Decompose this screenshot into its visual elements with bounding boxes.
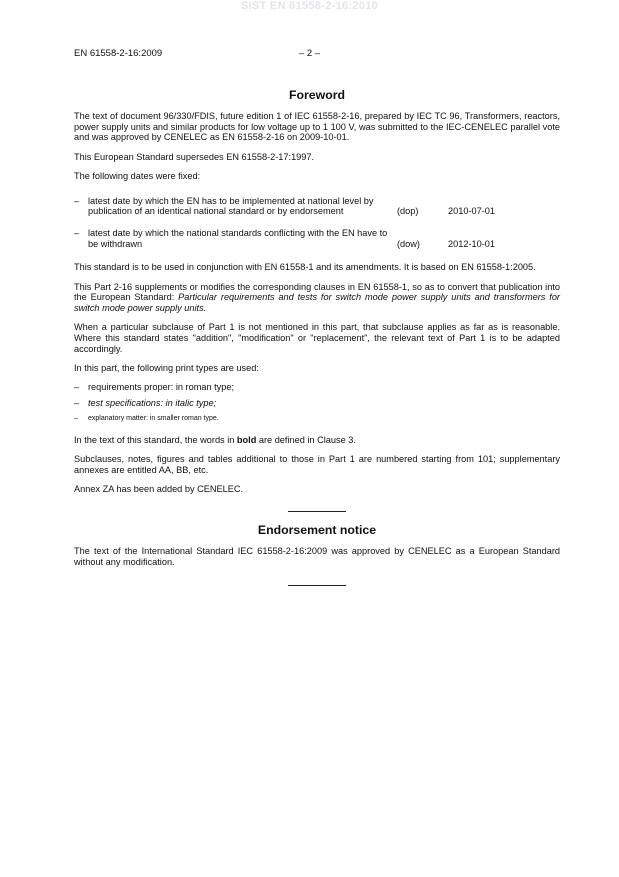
print-type-text: test specifications: in italic type; (88, 398, 217, 409)
watermark: SIST EN 61558-2-16:2010 (240, 0, 379, 12)
foreword-paragraph-10: Annex ZA has been added by CENELEC. (74, 484, 244, 495)
foreword-title: Foreword (288, 88, 346, 102)
date-item-date: 2010-07-01 (448, 206, 495, 217)
list-dash: – (74, 415, 78, 423)
page-content (74, 88, 560, 586)
endorsement-title: Endorsement notice (257, 522, 377, 537)
date-item-text: latest date by which the national standards conflicting with the EN have to be withdrawn (88, 227, 388, 249)
paragraph-text: are defined in Clause 3. (256, 435, 356, 446)
date-item-text: latest date by which the EN has to be implemented at national level by publication of an identical national standard or by endorsement (88, 195, 374, 217)
endorsement-paragraph: The text of the International Standard IEC 61558-2-16:2009 was approved by CENELEC as a European Standard without any modification. (74, 545, 560, 567)
foreword-paragraph-4: This standard is to be used in conjunction with EN 61558-1 and its amendments. It is based on EN 61558-1:2005. (74, 262, 536, 273)
date-item-code: (dop) (397, 206, 419, 217)
separator-rule (288, 511, 346, 512)
print-type-item (74, 398, 560, 409)
date-item-dow (74, 228, 560, 249)
print-type-item (74, 414, 560, 425)
standard-title-italic: Particular requirements and tests for switch mode power supply units and transformers for switch mode power supply units. (74, 292, 560, 313)
print-type-text: requirements proper: in roman type; (88, 381, 235, 392)
separator-rule (288, 585, 346, 586)
list-dash: – (74, 195, 80, 206)
date-item-date: 2012-10-01 (448, 238, 495, 249)
foreword-paragraph-7: In this part, the following print types are used: (74, 362, 259, 373)
foreword-paragraph-9: Subclauses, notes, figures and tables additional to those in Part 1 are numbered starting from 101; supplementary annexes are entitled AA, BB, etc. (74, 454, 560, 475)
page-number: – 2 – (298, 48, 321, 59)
foreword-paragraph-8 (74, 435, 560, 446)
print-type-item (74, 382, 560, 393)
document-id: EN 61558-2-16:2009 (74, 48, 163, 59)
paragraph-text: This Part 2-16 supplements or modifies the corresponding clauses in EN 61558-1, so as to convert that publication into the European Standard: (74, 281, 560, 303)
foreword-paragraph-3: The following dates were fixed: (74, 170, 201, 181)
paragraph-text: In the text of this standard, the words in (74, 435, 237, 446)
foreword-paragraph-2: This European Standard supersedes EN 61558-2-17:1997. (74, 151, 315, 162)
print-type-text: explanatory matter: in smaller roman type. (88, 415, 219, 423)
foreword-paragraph-5 (74, 282, 560, 314)
foreword-paragraph-6: When a particular subclause of Part 1 is not mentioned in this part, that subclause applies as far as is reasonable. Where this standard states "addition", "modification" or "replacement", the relevant text of Part 1 is to be adapted accordingly. (74, 322, 560, 354)
foreword-paragraph-1: The text of document 96/330/FDIS, future edition 1 of IEC 61558-2-16, prepared by IEC TC 96, Transformers, reactors, power supply units and similar products for low voltage up to 1 100 V, was submitted to the IEC-CENELEC parallel vote and was approved by CENELEC as EN 61558-2-16 on 2009-10-01. (74, 111, 560, 143)
list-dash: – (74, 381, 80, 392)
bold-word: bold (236, 435, 257, 446)
date-item-dop (74, 196, 560, 217)
date-item-code: (dow) (397, 238, 420, 249)
list-dash: – (74, 398, 80, 409)
list-dash: – (74, 227, 80, 238)
